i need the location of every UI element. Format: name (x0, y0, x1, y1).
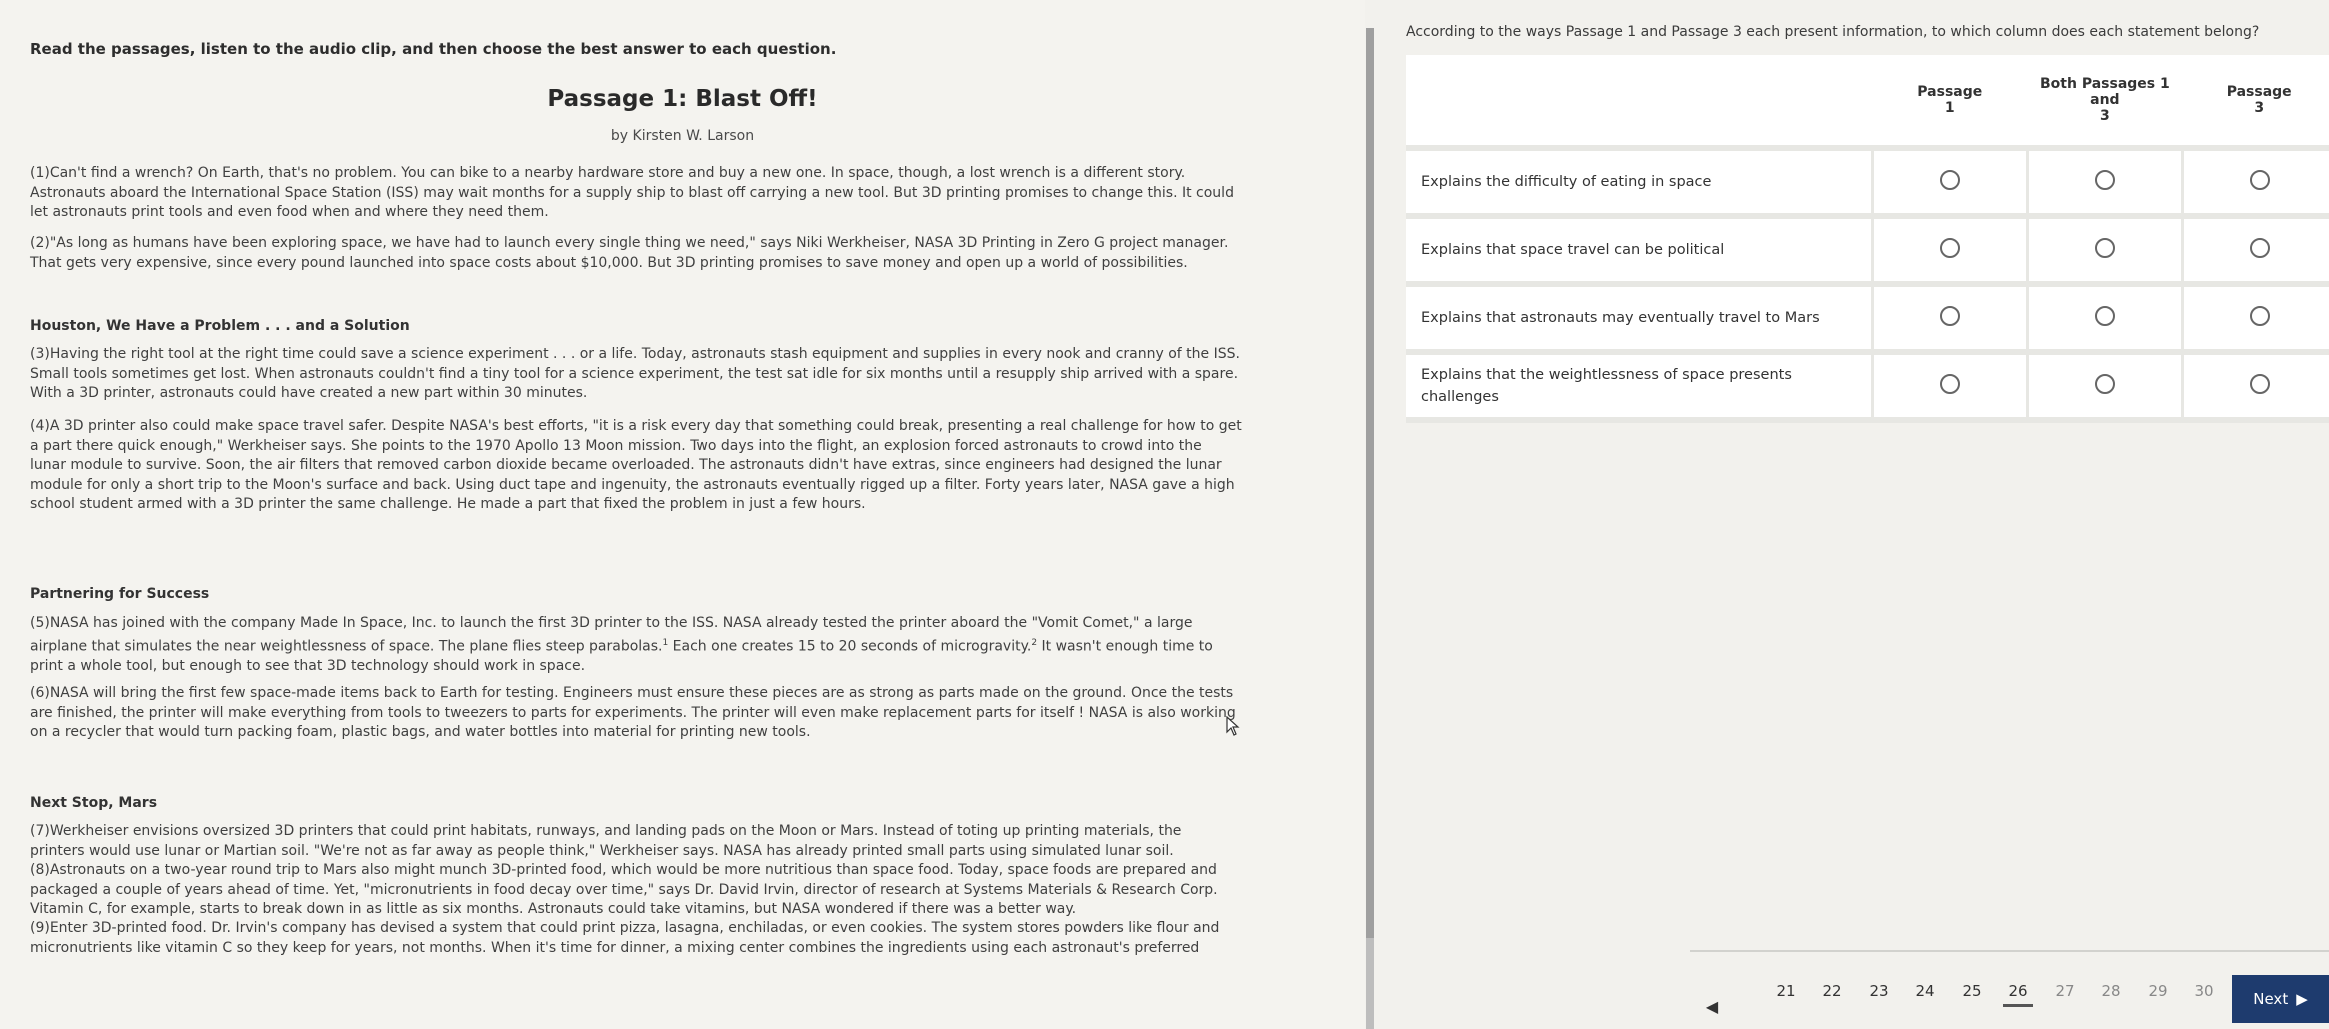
column-header-passage-1 (1872, 55, 2027, 148)
panel-splitter[interactable] (1366, 28, 1374, 1029)
paragraph-3 (30, 345, 1350, 404)
radio-passage-3[interactable] (2250, 306, 2270, 326)
option-cell (2182, 284, 2329, 352)
statement-line: Explains that the weightlessness of space presents (1421, 367, 1792, 383)
header-line: 3 (2099, 108, 2110, 124)
text-line: With a 3D printer, astronauts could have created a new part within 30 minutes. (30, 385, 588, 401)
paragraph-4 (30, 417, 1350, 515)
page-27[interactable]: 27 (2055, 982, 2075, 1000)
text-line: module for only a short trip to the Moon's surface and back. Using duct tape and ingenuity, the astronauts eventually rigged up a filter. Forty years later, NASA gave a high (30, 476, 1235, 493)
paragraph-6 (30, 684, 1350, 743)
paragraph-8 (30, 861, 1350, 920)
radio-both[interactable] (2095, 238, 2115, 258)
option-cell (2027, 148, 2182, 216)
page-23[interactable]: 23 (1869, 982, 1889, 1000)
page-25[interactable]: 25 (1962, 982, 1982, 1000)
paragraph-7 (30, 822, 1350, 861)
text-line: micronutrients like vitamin C so they keep for years, not months. When it's time for dinner, a mixing center combines the ingredients using each astronaut's preferred (30, 939, 1200, 956)
page-26-current[interactable]: 26 (2003, 982, 2033, 1007)
scrollbar-thumb[interactable] (1366, 28, 1374, 938)
text-line: (5)NASA has joined with the company Made In Space, Inc. to launch the first 3D printer to the ISS. NASA already tested the printer aboard the "Vomit Comet," a large (30, 615, 1193, 631)
header-line: Both Passages 1 and (2040, 76, 2170, 108)
radio-both[interactable] (2095, 374, 2115, 394)
paragraph-2 (30, 234, 1350, 273)
page-22[interactable]: 22 (1822, 982, 1842, 1000)
statement-line: challenges (1421, 389, 1499, 405)
text-span: It wasn't enough time to (1037, 638, 1213, 655)
radio-both[interactable] (2095, 306, 2115, 326)
question-panel (1378, 0, 2329, 1029)
text-line: (6)NASA will bring the first few space-made items back to Earth for testing. Engineers must ensure these pieces are as strong as parts made on the ground. Once the tests (30, 685, 1234, 701)
option-cell (1872, 148, 2027, 216)
radio-passage-1[interactable] (1940, 238, 1960, 258)
text-line: print a whole tool, but enough to see that 3D technology should work in space. (30, 657, 586, 674)
text-line: (9)Enter 3D-printed food. Dr. Irvin's company has devised a system that could print pizza, lasagna, enchiladas, or even cookies. The system stores powders like flour and (30, 920, 1220, 936)
grid-row (1406, 148, 2329, 216)
text-line: a part there quick enough," Werkheiser says. She points to the 1970 Apollo 13 Moon mission. Two days into the flight, an explosion forced astronauts to crowd into the (30, 437, 1202, 454)
text-line: (7)Werkheiser envisions oversized 3D printers that could print habitats, runways, and landing pads on the Moon or Mars. Instead of toting up printing materials, the (30, 823, 1182, 839)
text-line: Vitamin C, for example, starts to break down in as little as six months. Astronauts could take vitamins, but NASA wondered if there was a better way. (30, 901, 1077, 917)
play-arrow-icon: ▶ (2296, 990, 2308, 1008)
statement-column-header (1406, 55, 1872, 148)
text-line: (4)A 3D printer also could make space travel safer. Despite NASA's best efforts, "it is a risk every day that something could break, presenting a real challenge for how to get (30, 418, 1242, 434)
radio-passage-1[interactable] (1940, 306, 1960, 326)
passage-title: Passage 1: Blast Off! (547, 86, 818, 112)
option-cell (2182, 352, 2329, 420)
text-line: (1)Can't find a wrench? On Earth, that's no problem. You can bike to a nearby hardware store and buy a new one. In space, though, a lost wrench is a different story. (30, 165, 1186, 181)
grid-row (1406, 216, 2329, 284)
page-30[interactable]: 30 (2194, 982, 2214, 1000)
statement-text: Explains that astronauts may eventually travel to Mars (1406, 284, 1872, 352)
text-line: on a recycler that would turn packing foam, plastic bags, and water bottles into material for printing new tools. (30, 724, 811, 740)
radio-passage-3[interactable] (2250, 374, 2270, 394)
text-line: Small tools sometimes get lost. When astronauts couldn't find a tiny tool for a science experiment, the test sat idle for six months until a resupply ship arrived with a spare. (30, 365, 1239, 382)
text-line: let astronauts print tools and even food when and where they need them. (30, 204, 549, 220)
section-heading: Next Stop, Mars (30, 795, 158, 811)
page-29[interactable]: 29 (2148, 982, 2168, 1000)
text-line: Astronauts aboard the International Space Station (ISS) may wait months for a supply ship to blast off carrying a new tool. But 3D printing promises to change this. It could (30, 184, 1234, 201)
statement-text: Explains the difficulty of eating in space (1406, 148, 1872, 216)
footnote-2[interactable]: 2 (1031, 637, 1038, 648)
nav-separator (1690, 950, 2329, 952)
grid-row (1406, 352, 2329, 420)
paragraph-1 (30, 164, 1350, 223)
text-line: packaged a couple of years ahead of time. Yet, "micronutrients in food decay over time," says Dr. David Irvin, director of research at Systems Materials & Research Corp. (30, 881, 1218, 898)
matching-grid (1406, 55, 2329, 423)
paragraph-5 (30, 614, 1350, 676)
section-heading: Partnering for Success (30, 586, 210, 602)
radio-passage-3[interactable] (2250, 238, 2270, 258)
column-header-passage-3 (2182, 55, 2329, 148)
text-span: airplane that simulates the near weightlessness of space. The plane flies steep parabolas. (30, 638, 663, 655)
header-line: Passage (2226, 84, 2292, 100)
header-line: 1 (1944, 100, 1955, 116)
page-28[interactable]: 28 (2101, 982, 2121, 1000)
text-line: school student armed with a 3D printer the same challenge. He made a part that fixed the problem in just a few hours. (30, 496, 866, 512)
header-line: Passage (1917, 84, 1983, 100)
text-line: (8)Astronauts on a two-year round trip to Mars also might munch 3D-printed food, which would be more nutritious than space food. Today, space foods are prepared and (30, 862, 1217, 878)
option-cell (1872, 352, 2027, 420)
previous-arrow-icon[interactable]: ◀ (1705, 997, 1719, 1016)
column-header-both (2027, 55, 2182, 148)
option-cell (2027, 284, 2182, 352)
option-cell (1872, 216, 2027, 284)
text-line: lunar module to survive. Soon, the air filters that removed carbon dioxide became overloaded. The astronauts didn't have extras, since engineers had designed the lunar (30, 457, 1222, 473)
radio-passage-3[interactable] (2250, 170, 2270, 190)
text-line: (3)Having the right tool at the right time could save a science experiment . . . or a life. Today, astronauts stash equipment and supplies in every nook and cranny of the ISS. (30, 346, 1240, 362)
option-cell (2182, 216, 2329, 284)
radio-both[interactable] (2095, 170, 2115, 190)
next-label: Next (2253, 990, 2289, 1008)
grid-header-row (1406, 55, 2329, 148)
radio-passage-1[interactable] (1940, 170, 1960, 190)
page-21[interactable]: 21 (1776, 982, 1796, 1000)
passage-author: by Kirsten W. Larson (610, 128, 755, 144)
footnote-1[interactable]: 1 (662, 637, 669, 648)
text-line: printers would use lunar or Martian soil. "We're not as far away as people think," Werkheiser says. NASA has already printed small parts using simulated lunar soil. (30, 842, 1174, 859)
option-cell (2182, 148, 2329, 216)
text-line: (2)"As long as humans have been exploring space, we have had to launch every single thing we need," says Niki Werkheiser, NASA 3D Printing in Zero G project manager. (30, 235, 1229, 251)
next-button[interactable] (2232, 975, 2329, 1023)
page-24[interactable]: 24 (1915, 982, 1935, 1000)
paragraph-9 (30, 919, 1350, 958)
section-heading: Houston, We Have a Problem . . . and a Solution (30, 318, 410, 334)
question-prompt: According to the ways Passage 1 and Passage 3 each present information, to which column does each statement belong? (1406, 24, 2260, 40)
text-line (30, 634, 1350, 657)
text-line: are finished, the printer will make everything from tools to tweezers to parts for experiments. The printer will even make replacement parts for itself ! NASA is also working (30, 704, 1236, 721)
statement-text: Explains that space travel can be political (1406, 216, 1872, 284)
option-cell (1872, 284, 2027, 352)
text-line: That gets very expensive, since every pound launched into space costs about $10,000. But 3D printing promises to save money and open up a world of possibilities. (30, 254, 1188, 271)
grid-row (1406, 284, 2329, 352)
header-line: 3 (2254, 100, 2265, 116)
text-span: Each one creates 15 to 20 seconds of microgravity. (668, 638, 1032, 655)
option-cell (2027, 216, 2182, 284)
option-cell (2027, 352, 2182, 420)
radio-passage-1[interactable] (1940, 374, 1960, 394)
statement-text (1406, 352, 1872, 420)
mouse-cursor-icon (1226, 716, 1240, 736)
instructions: Read the passages, listen to the audio clip, and then choose the best answer to each question. (30, 40, 837, 58)
